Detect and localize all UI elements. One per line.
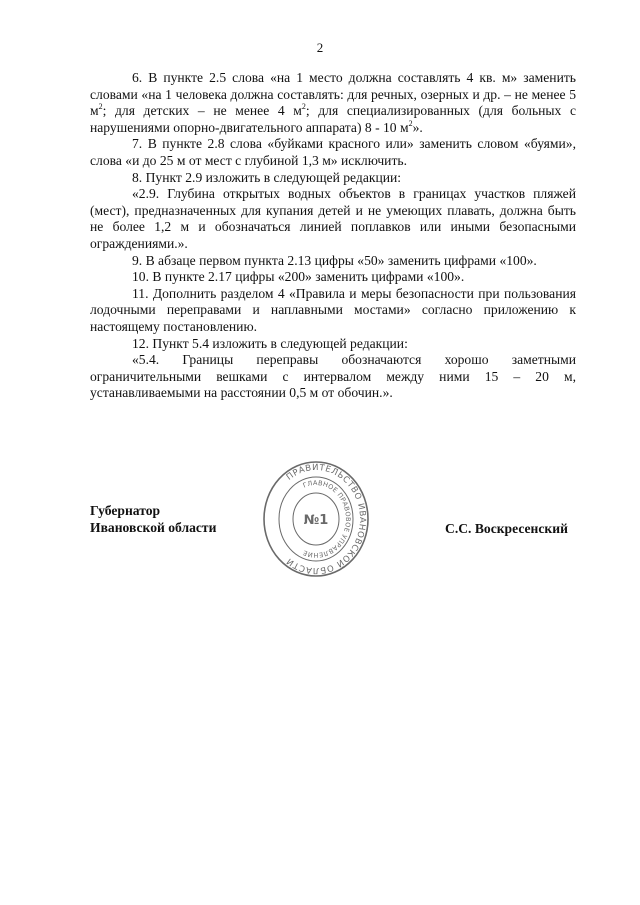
document-body (90, 70, 576, 402)
seal-number: №1 (303, 513, 329, 528)
paragraph-8: 8. Пункт 2.9 изложить в следующей редакции: (132, 169, 402, 185)
paragraph-8-quote: «2.9. Глубина открытых водных объектов в границах участков пляжей (мест), предназначенных для купания детей и не умеющих плавать, должна быть не более 1,2 м и обозначаться линией поплавков или иными безопасными ограждениями.». (90, 186, 576, 251)
signatory-title-line1: Губернатор (90, 503, 161, 518)
signatory-title-line2: Ивановской области (90, 520, 217, 535)
signatory-name: С.С. Воскресенский (445, 521, 568, 536)
paragraph-12: 12. Пункт 5.4 изложить в следующей редакции: (132, 335, 408, 351)
seal-inner-text: ГЛАВНОЕ ПРАВОВОЕ УПРАВЛЕНИЕ (301, 478, 353, 560)
paragraph-7: 7. В пункте 2.8 слова «буйками красного или» заменить словом «буями», слова «и до 25 м от мест с глубиной 1,3 м» исключить. (90, 136, 576, 168)
paragraph-11: 11. Дополнить разделом 4 «Правила и меры безопасности при пользования лодочными переправами и наплавными мостами» согласно приложению к настоящему постановлению. (90, 285, 576, 334)
paragraph-9: 9. В абзаце первом пункта 2.13 цифры «50» заменить цифрами «100». (132, 252, 537, 268)
paragraph-10: 10. В пункте 2.17 цифры «200» заменить цифрами «100». (132, 269, 465, 285)
seal-outer-text: ПРАВИТЕЛЬСТВО ИВАНОВСКОЙ ОБЛАСТИ (284, 462, 368, 576)
paragraph-6: 6. В пункте 2.5 слова «на 1 место должна составлять 4 кв. м» заменить словами «на 1 человека должна составлять: для речных, озерных и др. – не менее 5 $м^2$; для детских – не менее 4 $м^2$; для специализированных (для больных с нарушениями опорно-двигательного аппарата) 8 - 10 $м^2$». (90, 70, 576, 135)
signature-block (90, 502, 576, 536)
page-number: 2 (316, 40, 324, 55)
paragraph-12-quote: «5.4. Границы переправы обозначаются хорошо заметными ограничительными вешками с интервалом между ними 15 – 20 м, устанавливаемыми на расстоянии 0,5 м от обочин.». (90, 352, 576, 401)
